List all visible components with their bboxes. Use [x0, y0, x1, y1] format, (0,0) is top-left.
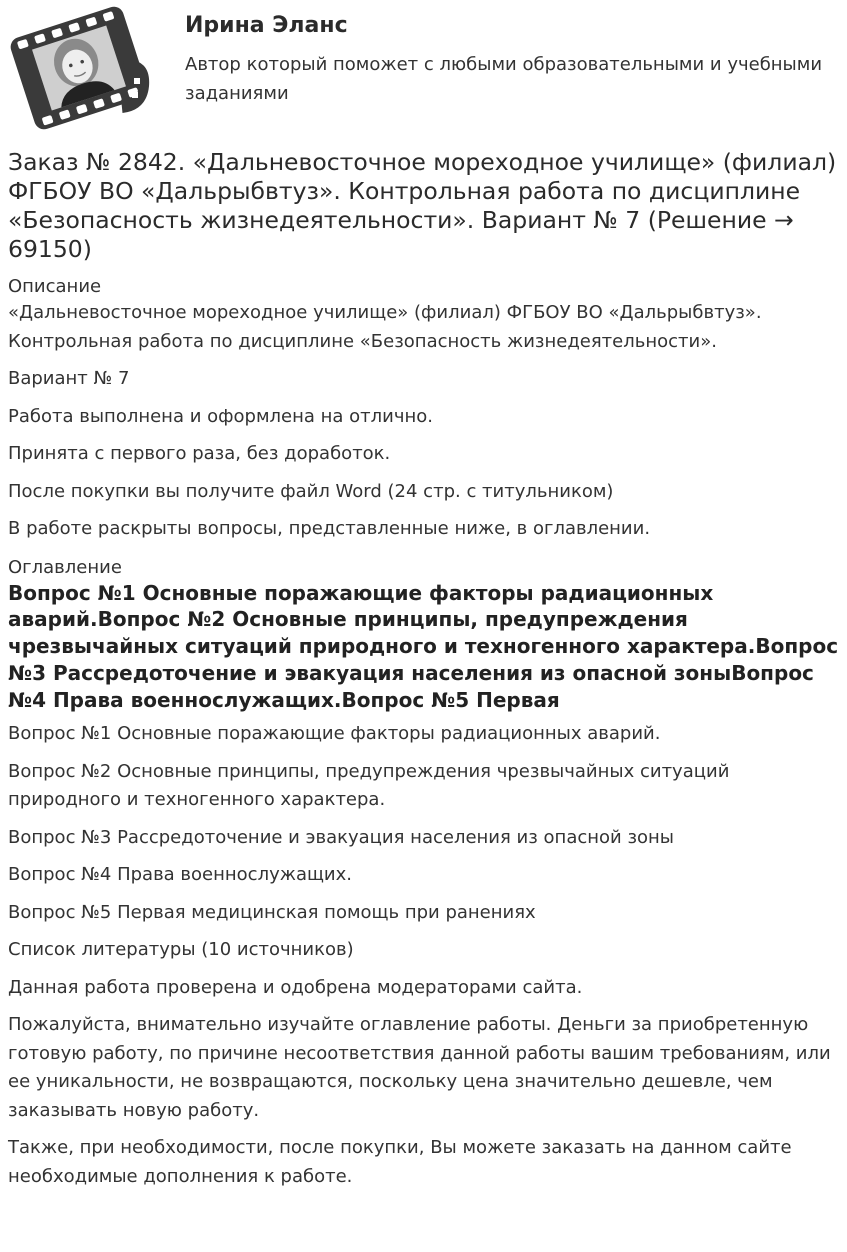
order-title: Заказ № 2842. «Дальневосточное мореходное училище» (филиал) ФГБОУ ВО «Дальрыбвтуз». Контрольная работа по дисциплине «Безопасность жизнедеятельности». Вариант № 7 (Решение → 69150) — [8, 148, 837, 263]
author-header — [0, 0, 847, 140]
description-label: Описание — [8, 276, 102, 297]
toc-label: Оглавление — [8, 556, 122, 578]
footer-paragraph: Данная работа проверена и одобрена модераторами сайта. — [8, 976, 583, 998]
description-paragraph: В работе раскрыты вопросы, представленные ниже, в оглавлении. — [8, 518, 651, 539]
description-paragraph: Работа выполнена и оформлена на отлично. — [8, 405, 434, 427]
toc-item: Вопрос №1 Основные поражающие факторы радиационных аварий. — [8, 723, 661, 745]
description-paragraph: После покупки вы получите файл Word (24 стр. с титульником) — [8, 480, 614, 502]
order-content — [8, 274, 840, 1191]
description-paragraph: Принята с первого раза, без доработок. — [8, 443, 391, 464]
footer-paragraph: Пожалуйста, внимательно изучайте оглавление работы. Деньги за приобретенную готовую работу, по причине несоответствия данной работы вашим требованиям, или ее уникальности, не возвращаются, поскольку цена значительно дешевле, чем заказывать новую работу. — [8, 1014, 831, 1121]
description-paragraph: Вариант № 7 — [8, 368, 130, 389]
toc-item: Вопрос №3 Рассредоточение и эвакуация населения из опасной зоны — [8, 826, 675, 848]
film-strip-portrait-icon — [6, 6, 152, 130]
toc-item: Вопрос №2 Основные принципы, предупреждения чрезвычайных ситуаций природного и техногенного характера. — [8, 760, 730, 811]
footer-paragraph: Также, при необходимости, после покупки, Вы можете заказать на данном сайте необходимые дополнения к работе. — [8, 1137, 792, 1187]
toc-summary: Вопрос №1 Основные поражающие факторы радиационных аварий.Вопрос №2 Основные принципы, предупреждения чрезвычайных ситуаций природного и техногенного характера.Вопрос №3 Рассредоточение и эвакуация населения из опасной зоныВопрос №4 Права военнослужащих.Вопрос №5 Первая — [8, 580, 839, 712]
author-description: Автор который поможет с любыми образовательными и учебными заданиями — [185, 54, 823, 104]
toc-item: Вопрос №5 Первая медицинская помощь при ранениях — [8, 901, 536, 923]
author-name[interactable]: Ирина Эланс — [185, 13, 348, 38]
toc-item: Вопрос №4 Права военнослужащих. — [8, 864, 353, 886]
description-intro: «Дальневосточное мореходное училище» (филиал) ФГБОУ ВО «Дальрыбвтуз». Контрольная работа по дисциплине «Безопасность жизнедеятельности». — [8, 302, 762, 352]
toc-item: Список литературы (10 источников) — [8, 939, 354, 961]
